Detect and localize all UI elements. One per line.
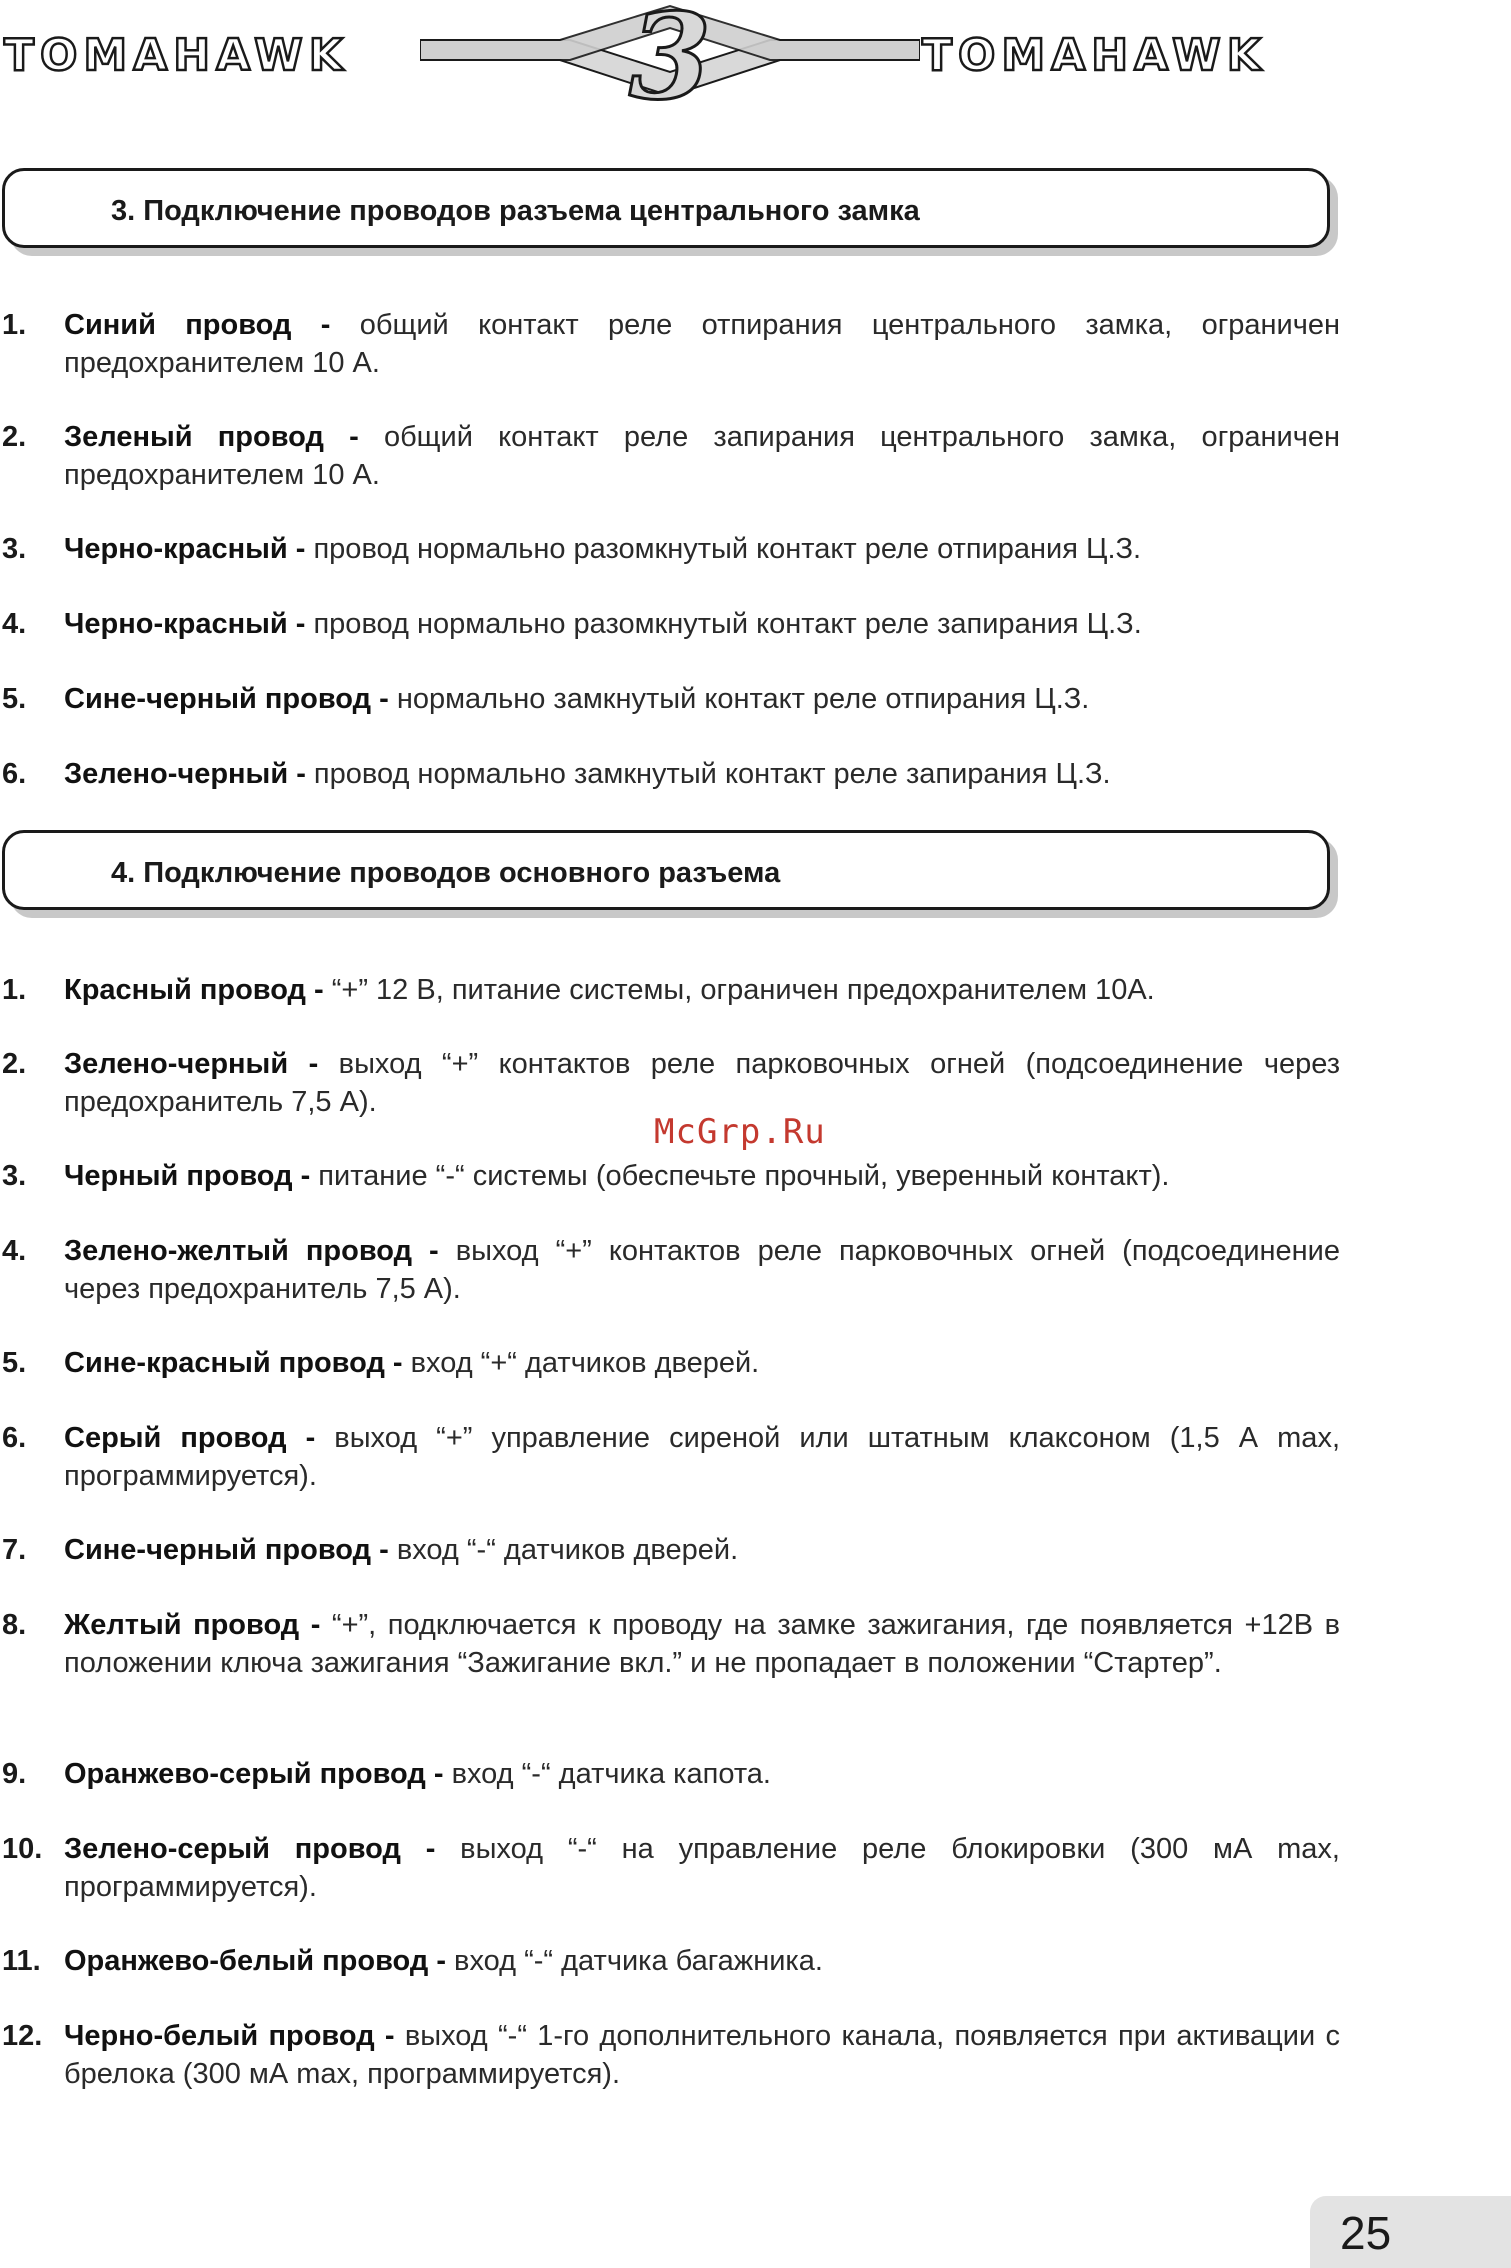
item-label: Черно-красный - (64, 533, 306, 565)
item-number: 8. (2, 1609, 27, 1641)
item-label: Серый провод - (64, 1422, 316, 1454)
item-label: Зелено-черный - (64, 758, 306, 790)
watermark: McGrp.Ru (654, 1112, 826, 1152)
item-label: Черный провод - (64, 1160, 311, 1192)
item-description: выход “+” управление сиреной или штатным клаксоном (1,5 А max, программируется). (64, 1422, 1340, 1492)
item-description: общий контакт реле запирания центрального замка, ограничен предохранителем 10 А. (64, 421, 1340, 491)
item-text (64, 1232, 1340, 1308)
section3-heading-box (2, 168, 1330, 248)
item-description: вход “-“ датчика багажника. (446, 1945, 823, 1977)
item-number: 5. (2, 683, 27, 715)
item-text (64, 1344, 1340, 1382)
item-description: вход “-“ датчиков дверей. (388, 1534, 739, 1566)
item-description: вход “+“ датчиков дверей. (402, 1347, 760, 1379)
page-number-box (1310, 2196, 1511, 2268)
item-text (64, 418, 1340, 494)
item-text (64, 755, 1340, 793)
item-number: 4. (2, 608, 27, 640)
item-number: 9. (2, 1758, 27, 1790)
item-description: выход “-“ 1-го дополнительного канала, появляется при активации с брелока (300 мА max, программируется). (64, 2020, 1340, 2090)
page-header (0, 0, 1350, 120)
item-number: 10. (2, 1833, 43, 1865)
item-label: Зелено-черный - (64, 1048, 319, 1080)
item-description: “+”, подключается к проводу на замке зажигания, где появляется +12В в положении ключа зажигания “Зажигание вкл.” и не пропадает в положении “Стартер”. (64, 1609, 1340, 1679)
brand-left: TOMAHAWK (4, 30, 349, 81)
item-label: Сине-черный провод - (64, 1534, 389, 1566)
item-label: Черно-белый провод - (64, 2020, 395, 2052)
item-number: 2. (2, 1048, 27, 1080)
item-label: Зеленый провод - (64, 421, 359, 453)
logo-numeral: 3 (628, 0, 712, 112)
section3-title: 3. Подключение проводов разъема центрального замка (111, 195, 920, 227)
item-text (64, 1606, 1340, 1682)
item-description: “+” 12 В, питание системы, ограничен предохранителем 10А. (323, 974, 1155, 1006)
item-label: Сине-красный провод - (64, 1347, 403, 1379)
item-text (64, 605, 1340, 643)
item-description: выход “+” контактов реле парковочных огней (подсоединение через предохранитель 7,5 А). (64, 1048, 1340, 1118)
section4-heading-box (2, 830, 1330, 910)
brand-right: TOMAHAWK (922, 30, 1267, 81)
item-description: провод нормально разомкнутый контакт реле запирания Ц.З. (305, 608, 1142, 640)
item-text (64, 971, 1340, 1009)
item-text (64, 1942, 1340, 1980)
item-label: Черно-красный - (64, 608, 306, 640)
section4-title: 4. Подключение проводов основного разъема (111, 857, 781, 889)
item-text (64, 2017, 1340, 2093)
x3-logo (420, 0, 920, 112)
item-number: 1. (2, 974, 27, 1006)
item-number: 11. (2, 1945, 41, 1977)
item-text (64, 530, 1340, 568)
item-label: Зелено-желтый провод - (64, 1235, 439, 1267)
item-number: 2. (2, 421, 27, 453)
item-text (64, 1157, 1340, 1195)
item-text (64, 680, 1340, 718)
item-label: Сине-черный провод - (64, 683, 389, 715)
item-number: 3. (2, 533, 27, 565)
item-label: Оранжево-белый провод - (64, 1945, 446, 1977)
item-text (64, 1531, 1340, 1569)
item-number: 4. (2, 1235, 27, 1267)
item-number: 5. (2, 1347, 27, 1379)
item-label: Красный провод - (64, 974, 324, 1006)
item-text (64, 1830, 1340, 1906)
item-description: выход “+” контактов реле парковочных огней (подсоединение через предохранитель 7,5 А). (64, 1235, 1341, 1305)
item-description: вход “-“ датчика капота. (443, 1758, 771, 1790)
item-number: 3. (2, 1160, 27, 1192)
item-label: Оранжево-серый провод - (64, 1758, 444, 1790)
item-description: питание “-“ системы (обеспечьте прочный, уверенный контакт). (310, 1160, 1170, 1192)
item-number: 7. (2, 1534, 27, 1566)
item-description: общий контакт реле отпирания центрального замка, ограничен предохранителем 10 А. (64, 309, 1341, 379)
item-label: Желтый провод - (64, 1609, 321, 1641)
item-text (64, 1419, 1340, 1495)
item-description: нормально замкнутый контакт реле отпирания Ц.З. (388, 683, 1090, 715)
item-label: Синий провод - (64, 309, 331, 341)
item-text (64, 1045, 1340, 1121)
item-number: 1. (2, 309, 27, 341)
item-number: 6. (2, 758, 27, 790)
item-description: провод нормально разомкнутый контакт реле отпирания Ц.З. (305, 533, 1142, 565)
item-number: 6. (2, 1422, 27, 1454)
item-description: выход “-“ на управление реле блокировки (300 мА max, программируется). (64, 1833, 1340, 1903)
item-description: провод нормально замкнутый контакт реле запирания Ц.З. (305, 758, 1111, 790)
item-text (64, 306, 1340, 382)
item-number: 12. (2, 2020, 43, 2052)
page-number: 25 (1340, 2207, 1392, 2259)
item-text (64, 1755, 1340, 1793)
item-label: Зелено-серый провод - (64, 1833, 436, 1865)
